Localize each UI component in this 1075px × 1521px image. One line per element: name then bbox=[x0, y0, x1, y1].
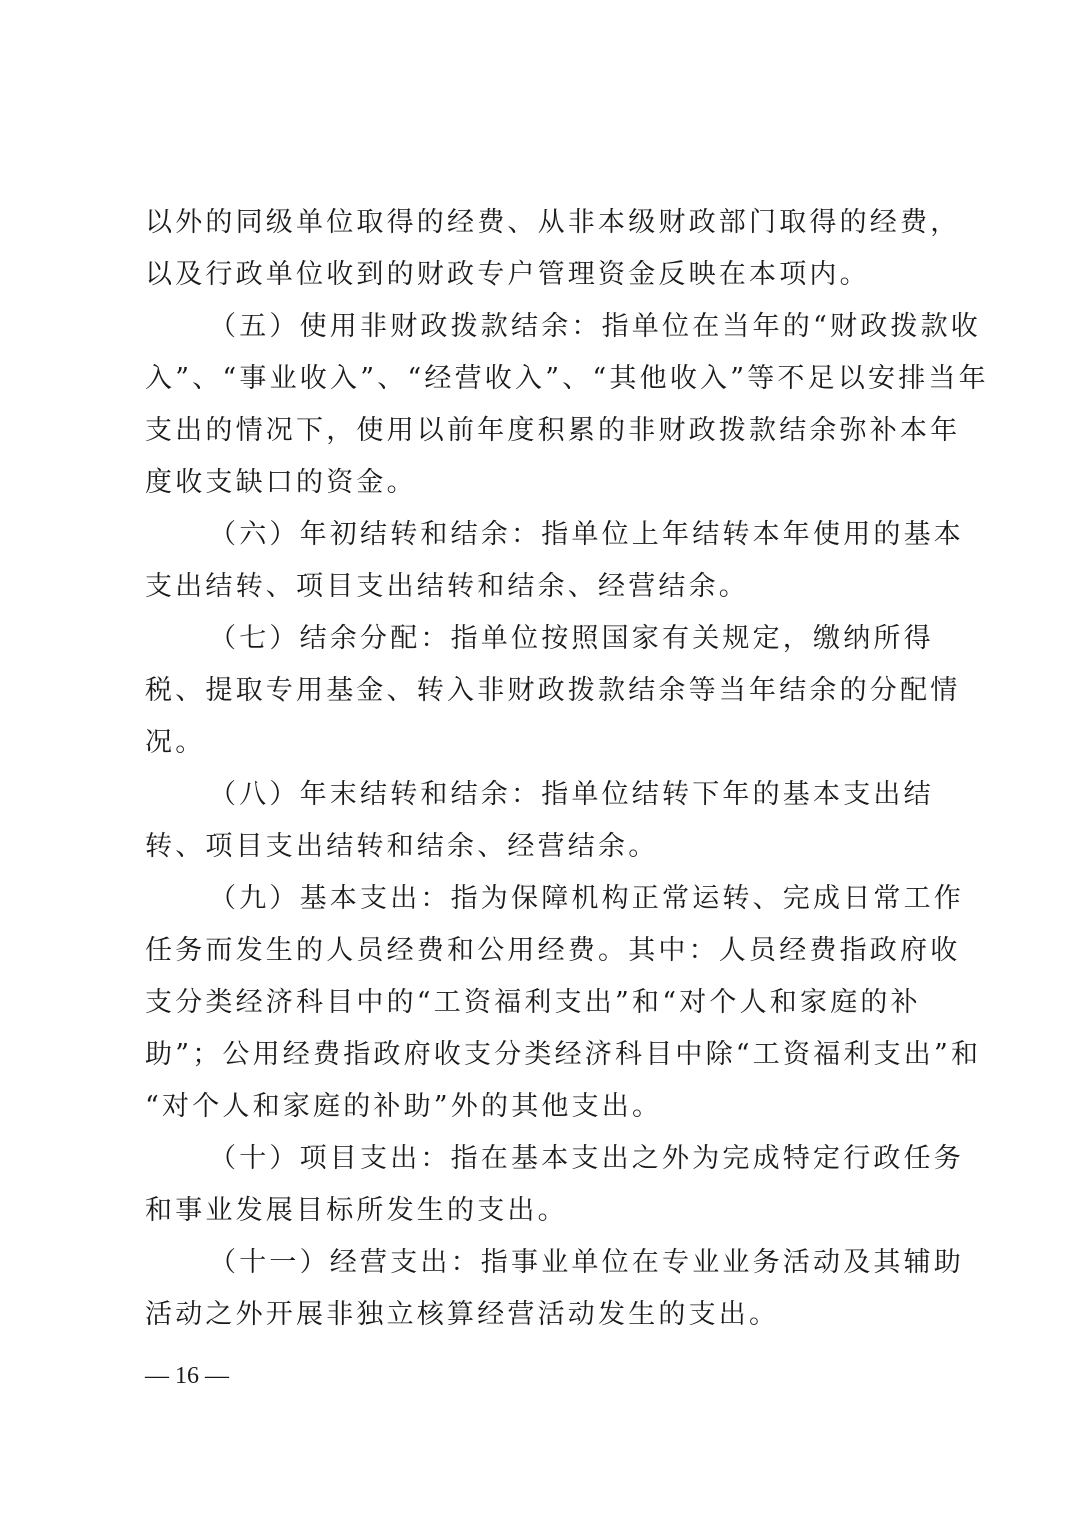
text-line: 支出结转、项目支出结转和结余、经营结余。 bbox=[145, 571, 749, 602]
paragraph-start-line: （十）项目支出：指在基本支出之外为完成特定行政任务 bbox=[209, 1143, 964, 1174]
text-line: 转、项目支出结转和结余、经营结余。 bbox=[145, 831, 659, 862]
text-line: 况。 bbox=[145, 727, 206, 758]
paragraph-start-line: （六）年初结转和结余：指单位上年结转本年使用的基本 bbox=[209, 519, 964, 550]
paragraph-start-line: （五）使用非财政拨款结余：指单位在当年的“财政拨款收 bbox=[209, 311, 982, 342]
text-line: 税、提取专用基金、转入非财政拨款结余等当年结余的分配情 bbox=[145, 675, 961, 706]
text-line: “对个人和家庭的补助”外的其他支出。 bbox=[145, 1091, 663, 1122]
text-line: 入”、“事业收入”、“经营收入”、“其他收入”等不足以安排当年 bbox=[145, 363, 989, 394]
paragraph-start-line: （七）结余分配：指单位按照国家有关规定，缴纳所得 bbox=[209, 623, 934, 654]
text-line: 任务而发生的人员经费和公用经费。其中：人员经费指政府收 bbox=[145, 935, 961, 966]
page-number: — 16 — bbox=[145, 1363, 229, 1389]
text-line: 和事业发展目标所发生的支出。 bbox=[145, 1195, 568, 1226]
text-line: 支出的情况下，使用以前年度积累的非财政拨款结余弥补本年 bbox=[145, 415, 961, 446]
text-line: 度收支缺口的资金。 bbox=[145, 467, 417, 498]
text-line: 支分类经济科目中的“工资福利支出”和“对个人和家庭的补 bbox=[145, 987, 921, 1018]
text-line: 以及行政单位收到的财政专户管理资金反映在本项内。 bbox=[145, 259, 870, 290]
text-line: 活动之外开展非独立核算经营活动发生的支出。 bbox=[145, 1299, 780, 1330]
paragraph-start-line: （十一）经营支出：指事业单位在专业业务活动及其辅助 bbox=[209, 1247, 964, 1278]
paragraph-start-line: （九）基本支出：指为保障机构正常运转、完成日常工作 bbox=[209, 883, 964, 914]
text-line: 助”；公用经费指政府收支分类经济科目中除“工资福利支出”和 bbox=[145, 1039, 982, 1070]
text-line: 以外的同级单位取得的经费、从非本级财政部门取得的经费， bbox=[145, 207, 961, 238]
paragraph-start-line: （八）年末结转和结余：指单位结转下年的基本支出结 bbox=[209, 779, 934, 810]
